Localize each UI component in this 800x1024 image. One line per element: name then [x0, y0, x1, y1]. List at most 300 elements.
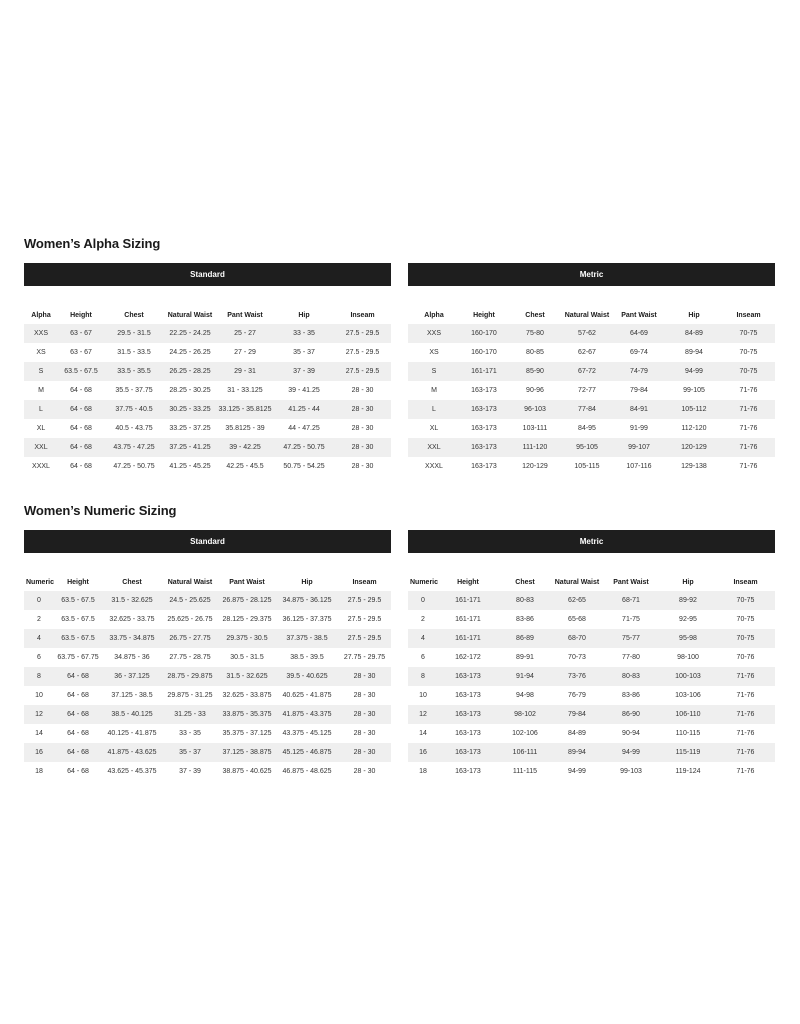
table-cell: 22.25 - 24.25: [164, 324, 216, 343]
table-row: [24, 343, 391, 362]
table-cell: 106-110: [660, 705, 716, 724]
column-header: Pant Waist: [229, 579, 265, 586]
column-header: Chest: [124, 312, 144, 319]
table-cell: 18: [24, 762, 54, 781]
table-cell: 70-75: [722, 362, 775, 381]
table-cell: 64-69: [612, 324, 666, 343]
table-cell: 46.875 - 48.625: [276, 762, 338, 781]
table-cell: 6: [408, 648, 438, 667]
table-cell: 68-70: [552, 629, 602, 648]
table-row: [24, 743, 391, 762]
table-cell: 161-171: [460, 362, 508, 381]
numeric-standard-panel: [24, 530, 391, 781]
table-cell: 160-170: [460, 343, 508, 362]
table-cell: XXS: [24, 324, 58, 343]
table-cell: 64 - 68: [58, 400, 104, 419]
table-row: [24, 762, 391, 781]
table-cell: 43.75 - 47.25: [104, 438, 164, 457]
alpha-metric-panel: [408, 263, 775, 476]
table-cell: 33.125 - 35.8125: [216, 400, 274, 419]
table-cell: 27.75 - 29.75: [338, 648, 391, 667]
table-cell: 94-99: [666, 362, 722, 381]
table-row: [408, 667, 775, 686]
table-cell: 28 - 30: [334, 419, 391, 438]
column-header: Pant Waist: [227, 312, 263, 319]
table-header-row: [408, 286, 775, 324]
table-cell: 80-83: [498, 591, 552, 610]
table-cell: 28 - 30: [338, 705, 391, 724]
table-cell: L: [408, 400, 460, 419]
table-cell: 105-115: [562, 457, 612, 476]
alpha-metric-table: [408, 286, 775, 476]
alpha-standard-header: Standard: [24, 263, 391, 286]
table-cell: 64 - 68: [54, 762, 102, 781]
table-cell: 26.75 - 27.75: [162, 629, 218, 648]
table-cell: 163-173: [460, 457, 508, 476]
table-cell: 102-106: [498, 724, 552, 743]
table-cell: 79-84: [552, 705, 602, 724]
table-cell: 129-138: [666, 457, 722, 476]
table-row: [408, 743, 775, 762]
table-cell: 28 - 30: [338, 762, 391, 781]
table-cell: 163-173: [438, 705, 498, 724]
table-cell: 63.5 - 67.5: [54, 629, 102, 648]
table-cell: XXS: [408, 324, 460, 343]
column-header: Natural Waist: [554, 579, 600, 586]
table-cell: 91-94: [498, 667, 552, 686]
table-cell: 70-76: [716, 648, 775, 667]
table-cell: 28.75 - 29.875: [162, 667, 218, 686]
table-cell: 63 - 67: [58, 343, 104, 362]
table-cell: 89-94: [552, 743, 602, 762]
table-cell: 33.25 - 37.25: [164, 419, 216, 438]
table-cell: 41.25 - 45.25: [164, 457, 216, 476]
table-row: [408, 591, 775, 610]
table-cell: 89-91: [498, 648, 552, 667]
table-row: [24, 724, 391, 743]
table-cell: 28.125 - 29.375: [218, 610, 276, 629]
table-cell: 71-76: [716, 743, 775, 762]
table-cell: 111-115: [498, 762, 552, 781]
table-cell: 38.5 - 40.125: [102, 705, 162, 724]
table-cell: 160-170: [460, 324, 508, 343]
table-cell: 70-75: [722, 343, 775, 362]
table-cell: 71-75: [602, 610, 660, 629]
table-cell: 99-105: [666, 381, 722, 400]
table-cell: 99-103: [602, 762, 660, 781]
numeric-metric-table: [408, 553, 775, 781]
table-cell: 14: [408, 724, 438, 743]
table-cell: 75-77: [602, 629, 660, 648]
table-cell: 64 - 68: [54, 705, 102, 724]
table-cell: 90-94: [602, 724, 660, 743]
table-cell: 64 - 68: [58, 381, 104, 400]
table-cell: 41.875 - 43.375: [276, 705, 338, 724]
table-cell: 29.375 - 30.5: [218, 629, 276, 648]
column-header: Alpha: [424, 312, 444, 319]
table-cell: 163-173: [438, 686, 498, 705]
table-cell: 36.125 - 37.375: [276, 610, 338, 629]
table-cell: L: [24, 400, 58, 419]
table-cell: 24.5 - 25.625: [162, 591, 218, 610]
table-cell: 63.5 - 67.5: [58, 362, 104, 381]
table-cell: 70-75: [716, 610, 775, 629]
table-cell: 64 - 68: [54, 667, 102, 686]
table-cell: 8: [408, 667, 438, 686]
table-cell: 86-89: [498, 629, 552, 648]
column-header: Inseam: [352, 579, 377, 586]
column-header: Chest: [525, 312, 545, 319]
table-cell: 96-103: [508, 400, 562, 419]
table-cell: 84-89: [666, 324, 722, 343]
table-cell: 35.5 - 37.75: [104, 381, 164, 400]
column-header: Hip: [298, 312, 310, 319]
table-cell: 120-129: [666, 438, 722, 457]
table-cell: 72-77: [562, 381, 612, 400]
table-cell: 27.5 - 29.5: [338, 591, 391, 610]
table-cell: 34.875 - 36: [102, 648, 162, 667]
table-cell: 29.5 - 31.5: [104, 324, 164, 343]
table-cell: 94-98: [498, 686, 552, 705]
table-row: [408, 438, 775, 457]
table-row: [408, 400, 775, 419]
table-cell: 86-90: [602, 705, 660, 724]
table-cell: 37.75 - 40.5: [104, 400, 164, 419]
table-cell: 94-99: [602, 743, 660, 762]
column-header: Hip: [682, 579, 694, 586]
table-cell: 75-80: [508, 324, 562, 343]
table-cell: 40.625 - 41.875: [276, 686, 338, 705]
table-cell: 115-119: [660, 743, 716, 762]
table-cell: 35 - 37: [162, 743, 218, 762]
column-header: Height: [70, 312, 92, 319]
table-row: [408, 343, 775, 362]
table-cell: 41.875 - 43.625: [102, 743, 162, 762]
table-cell: 45.125 - 46.875: [276, 743, 338, 762]
table-cell: 6: [24, 648, 54, 667]
table-cell: 103-111: [508, 419, 562, 438]
table-cell: 62-65: [552, 591, 602, 610]
table-cell: 71-76: [722, 419, 775, 438]
alpha-sizing-title: Women’s Alpha Sizing: [24, 236, 161, 251]
table-row: [408, 362, 775, 381]
table-cell: 47.25 - 50.75: [274, 438, 334, 457]
table-cell: 76-79: [552, 686, 602, 705]
table-cell: 33.75 - 34.875: [102, 629, 162, 648]
table-row: [24, 362, 391, 381]
table-cell: 63 - 67: [58, 324, 104, 343]
table-cell: 40.125 - 41.875: [102, 724, 162, 743]
table-cell: 64 - 68: [54, 686, 102, 705]
table-cell: 71-76: [722, 400, 775, 419]
table-cell: 63.75 - 67.75: [54, 648, 102, 667]
table-row: [408, 381, 775, 400]
table-cell: XXXL: [408, 457, 460, 476]
table-cell: XXL: [24, 438, 58, 457]
table-cell: 68-71: [602, 591, 660, 610]
table-cell: XL: [408, 419, 460, 438]
table-cell: 24.25 - 26.25: [164, 343, 216, 362]
table-cell: 47.25 - 50.75: [104, 457, 164, 476]
numeric-standard-table: [24, 553, 391, 781]
table-cell: 31.25 - 33: [162, 705, 218, 724]
table-cell: 71-76: [716, 667, 775, 686]
table-cell: 69-74: [612, 343, 666, 362]
table-cell: 31.5 - 32.625: [218, 667, 276, 686]
table-row: [408, 705, 775, 724]
table-cell: 37.375 - 38.5: [276, 629, 338, 648]
table-cell: 70-75: [722, 324, 775, 343]
column-header: Pant Waist: [621, 312, 657, 319]
table-cell: 95-98: [660, 629, 716, 648]
table-cell: 70-75: [716, 591, 775, 610]
table-cell: 33 - 35: [274, 324, 334, 343]
column-header: Inseam: [736, 312, 761, 319]
table-cell: 0: [24, 591, 54, 610]
table-cell: 65-68: [552, 610, 602, 629]
table-row: [24, 591, 391, 610]
table-cell: 33.5 - 35.5: [104, 362, 164, 381]
table-cell: 29.875 - 31.25: [162, 686, 218, 705]
table-cell: 31.5 - 33.5: [104, 343, 164, 362]
alpha-standard-panel: [24, 263, 391, 476]
table-cell: 18: [408, 762, 438, 781]
table-cell: 64 - 68: [54, 724, 102, 743]
table-row: [408, 457, 775, 476]
table-cell: 63.5 - 67.5: [54, 591, 102, 610]
column-header: Natural Waist: [564, 312, 610, 319]
table-cell: 85-90: [508, 362, 562, 381]
table-cell: 71-76: [716, 686, 775, 705]
table-row: [408, 324, 775, 343]
table-cell: 8: [24, 667, 54, 686]
table-cell: 163-173: [438, 667, 498, 686]
column-header: Natural Waist: [167, 579, 213, 586]
column-header: Inseam: [733, 579, 758, 586]
table-cell: 64 - 68: [58, 457, 104, 476]
table-cell: 2: [24, 610, 54, 629]
table-cell: 27.5 - 29.5: [334, 343, 391, 362]
column-header: Height: [67, 579, 89, 586]
table-cell: 71-76: [722, 457, 775, 476]
table-cell: 0: [408, 591, 438, 610]
table-cell: 35.375 - 37.125: [218, 724, 276, 743]
table-cell: 67-72: [562, 362, 612, 381]
table-cell: 163-173: [460, 419, 508, 438]
table-cell: 44 - 47.25: [274, 419, 334, 438]
table-cell: 91-99: [612, 419, 666, 438]
table-cell: 95-105: [562, 438, 612, 457]
table-cell: 33.875 - 35.375: [218, 705, 276, 724]
table-cell: 84-95: [562, 419, 612, 438]
table-row: [24, 419, 391, 438]
table-cell: 29 - 31: [216, 362, 274, 381]
table-cell: 36 - 37.125: [102, 667, 162, 686]
table-cell: 84-91: [612, 400, 666, 419]
column-header: Chest: [515, 579, 535, 586]
table-cell: 27.5 - 29.5: [338, 610, 391, 629]
table-cell: 57-62: [562, 324, 612, 343]
table-cell: 163-173: [460, 381, 508, 400]
table-cell: 161-171: [438, 610, 498, 629]
table-cell: 105-112: [666, 400, 722, 419]
table-cell: 38.875 - 40.625: [218, 762, 276, 781]
table-cell: 12: [408, 705, 438, 724]
table-cell: 28 - 30: [338, 743, 391, 762]
column-header: Natural Waist: [167, 312, 213, 319]
table-cell: M: [24, 381, 58, 400]
table-row: [24, 324, 391, 343]
table-cell: 40.5 - 43.75: [104, 419, 164, 438]
column-header: Height: [457, 579, 479, 586]
table-cell: 43.375 - 45.125: [276, 724, 338, 743]
table-cell: 4: [408, 629, 438, 648]
table-cell: XS: [24, 343, 58, 362]
table-cell: 39 - 41.25: [274, 381, 334, 400]
table-cell: S: [408, 362, 460, 381]
table-cell: 10: [24, 686, 54, 705]
table-row: [408, 724, 775, 743]
table-cell: 37.125 - 38.875: [218, 743, 276, 762]
table-cell: 110-115: [660, 724, 716, 743]
table-cell: 71-76: [722, 438, 775, 457]
table-row: [24, 400, 391, 419]
table-cell: 30.25 - 33.25: [164, 400, 216, 419]
table-cell: 163-173: [438, 762, 498, 781]
table-cell: 64 - 68: [58, 419, 104, 438]
table-cell: 27 - 29: [216, 343, 274, 362]
table-cell: 28.25 - 30.25: [164, 381, 216, 400]
table-row: [24, 648, 391, 667]
table-cell: 39.5 - 40.625: [276, 667, 338, 686]
table-cell: M: [408, 381, 460, 400]
table-cell: 71-76: [722, 381, 775, 400]
table-cell: 26.25 - 28.25: [164, 362, 216, 381]
table-row: [408, 610, 775, 629]
table-cell: 80-85: [508, 343, 562, 362]
table-cell: 90-96: [508, 381, 562, 400]
table-cell: 162-172: [438, 648, 498, 667]
table-cell: 27.75 - 28.75: [162, 648, 218, 667]
table-cell: 103-106: [660, 686, 716, 705]
table-cell: 70-75: [716, 629, 775, 648]
table-cell: 163-173: [438, 743, 498, 762]
table-cell: 37 - 39: [274, 362, 334, 381]
table-cell: 161-171: [438, 629, 498, 648]
table-cell: XL: [24, 419, 58, 438]
table-cell: 62-67: [562, 343, 612, 362]
table-cell: 12: [24, 705, 54, 724]
table-cell: 26.875 - 28.125: [218, 591, 276, 610]
table-cell: 28 - 30: [338, 724, 391, 743]
table-header-row: [408, 553, 775, 591]
table-row: [408, 419, 775, 438]
table-cell: 14: [24, 724, 54, 743]
table-cell: 37.125 - 38.5: [102, 686, 162, 705]
table-cell: 42.25 - 45.5: [216, 457, 274, 476]
table-cell: 77-80: [602, 648, 660, 667]
table-cell: 16: [24, 743, 54, 762]
table-cell: 70-73: [552, 648, 602, 667]
column-header: Hip: [688, 312, 700, 319]
alpha-metric-header: Metric: [408, 263, 775, 286]
table-cell: 37 - 39: [162, 762, 218, 781]
table-cell: 28 - 30: [338, 667, 391, 686]
table-cell: 79-84: [612, 381, 666, 400]
column-header: Hip: [301, 579, 313, 586]
table-cell: 83-86: [602, 686, 660, 705]
alpha-standard-table: [24, 286, 391, 476]
table-cell: 16: [408, 743, 438, 762]
table-cell: 35.8125 - 39: [216, 419, 274, 438]
table-cell: 25 - 27: [216, 324, 274, 343]
table-header-row: [24, 286, 391, 324]
table-cell: 106-111: [498, 743, 552, 762]
column-header: Numeric: [410, 579, 439, 586]
table-cell: 98-100: [660, 648, 716, 667]
table-row: [24, 686, 391, 705]
table-cell: 28 - 30: [334, 400, 391, 419]
table-cell: 27.5 - 29.5: [338, 629, 391, 648]
numeric-sizing-title: Women’s Numeric Sizing: [24, 503, 177, 518]
table-cell: 38.5 - 39.5: [276, 648, 338, 667]
table-cell: 92-95: [660, 610, 716, 629]
table-cell: 31.5 - 32.625: [102, 591, 162, 610]
table-cell: 50.75 - 54.25: [274, 457, 334, 476]
table-cell: 100-103: [660, 667, 716, 686]
table-cell: 37.25 - 41.25: [164, 438, 216, 457]
table-cell: 31 - 33.125: [216, 381, 274, 400]
table-row: [24, 705, 391, 724]
table-cell: 163-173: [460, 400, 508, 419]
table-row: [24, 629, 391, 648]
table-cell: 71-76: [716, 724, 775, 743]
table-cell: XXL: [408, 438, 460, 457]
numeric-metric-header: Metric: [408, 530, 775, 553]
table-cell: 89-92: [660, 591, 716, 610]
table-cell: 111-120: [508, 438, 562, 457]
numeric-standard-header: Standard: [24, 530, 391, 553]
table-cell: 32.625 - 33.875: [218, 686, 276, 705]
table-cell: 120-129: [508, 457, 562, 476]
table-cell: 34.875 - 36.125: [276, 591, 338, 610]
table-cell: 27.5 - 29.5: [334, 362, 391, 381]
table-cell: 28 - 30: [334, 457, 391, 476]
table-cell: 112-120: [666, 419, 722, 438]
table-row: [24, 610, 391, 629]
table-cell: 33 - 35: [162, 724, 218, 743]
column-header: Inseam: [350, 312, 375, 319]
table-cell: 63.5 - 67.5: [54, 610, 102, 629]
table-cell: 89-94: [666, 343, 722, 362]
table-row: [24, 457, 391, 476]
table-row: [408, 686, 775, 705]
table-cell: 99-107: [612, 438, 666, 457]
table-row: [24, 667, 391, 686]
table-header-row: [24, 553, 391, 591]
table-cell: 43.625 - 45.375: [102, 762, 162, 781]
table-cell: 28 - 30: [334, 438, 391, 457]
table-cell: 32.625 - 33.75: [102, 610, 162, 629]
table-cell: 98-102: [498, 705, 552, 724]
table-cell: 163-173: [438, 724, 498, 743]
table-cell: 71-76: [716, 705, 775, 724]
column-header: Chest: [122, 579, 142, 586]
table-cell: S: [24, 362, 58, 381]
table-cell: 4: [24, 629, 54, 648]
table-cell: 41.25 - 44: [274, 400, 334, 419]
column-header: Height: [473, 312, 495, 319]
